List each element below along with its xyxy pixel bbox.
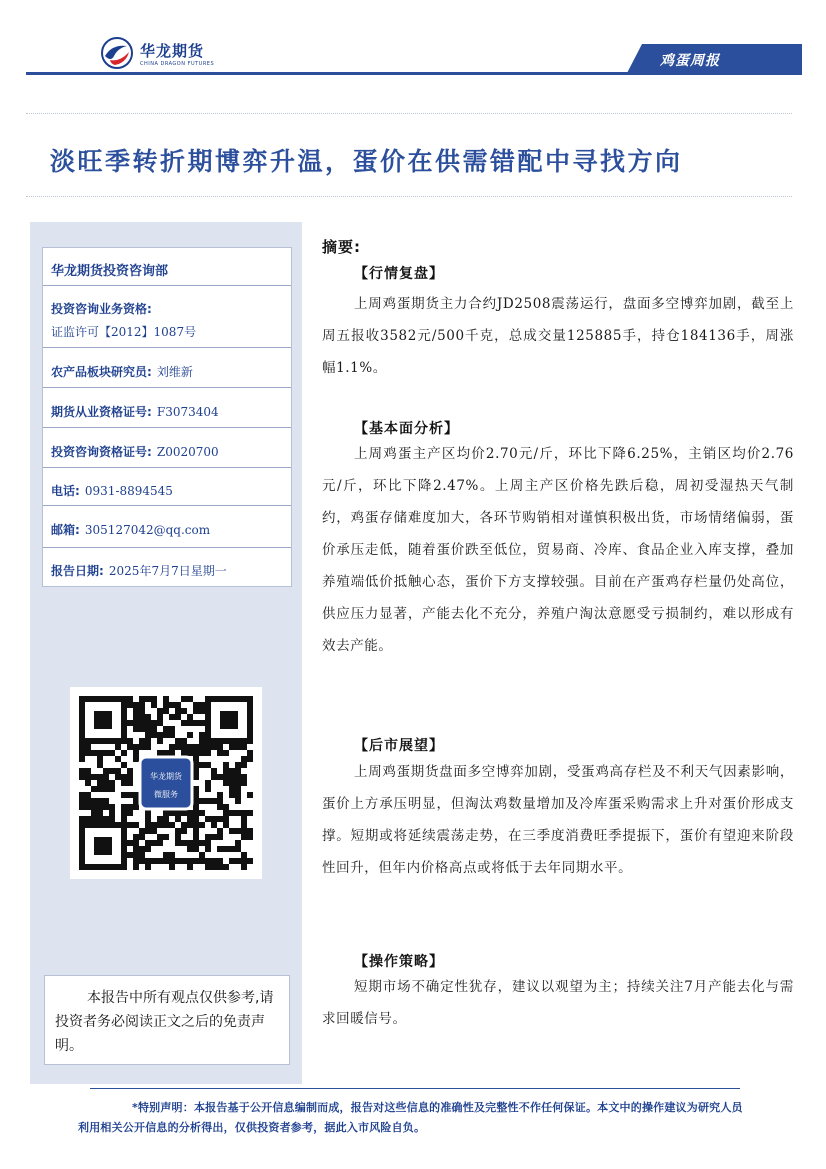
contact-info-box <box>42 247 292 587</box>
title-bottom-divider <box>26 196 792 197</box>
futures-cert-value: F3073404 <box>156 405 219 419</box>
phone-value: 0931-8894545 <box>84 484 173 498</box>
section-heading-strategy: 【操作策略】 <box>354 954 444 970</box>
department-name: 华龙期货投资咨询部 <box>51 264 169 279</box>
info-row-email <box>43 506 291 548</box>
title-top-divider <box>26 113 792 114</box>
footer-rule <box>90 1088 740 1089</box>
report-date-key: 报告日期: <box>51 564 104 578</box>
info-row-advisory-cert <box>43 428 291 468</box>
info-row-report-date <box>43 548 291 586</box>
qr-badge-service: 微服务 <box>154 790 178 799</box>
logo-english-name: CHINA DRAGON FUTURES <box>140 61 215 67</box>
info-row-phone <box>43 468 291 506</box>
advisory-cert-value: Z0020700 <box>156 445 219 459</box>
info-row-researcher <box>43 348 291 388</box>
section-text-market-review: 上周鸡蛋期货主力合约JD2508震荡运行，盘面多空博弈加剧，截至上周五报收3582元/500千克，总成交量125885手，持仓184136手，周涨幅1.1%。 <box>322 296 794 376</box>
futures-cert-key: 期货从业资格证号: <box>51 405 152 419</box>
license-key: 投资咨询业务资格: <box>51 302 152 316</box>
researcher-key: 农产品板块研究员: <box>51 365 152 379</box>
email-value: 305127042@qq.com <box>84 523 211 537</box>
footer-statement: *特别声明：本报告基于公开信息编制而成，报告对这些信息的准确性及完整性不作任何保证。本文中的操作建议为研究人员利用相关公开信息的分析得出，仅供投资者参考，据此入市风险自负。 <box>78 1101 743 1134</box>
section-text-outlook: 上周鸡蛋期货盘面多空博弈加剧，受蛋鸡高存栏及不利天气因素影响，蛋价上方承压明显，但淘汰鸡数量增加及冷库蛋采购需求上升对蛋价形成支撑。短期或将延续震荡走势，在三季度消费旺季提振下，蛋价有望迎来阶段性回升，但年内价格高点或将低于去年同期水平。 <box>322 764 794 876</box>
info-row-license <box>43 286 291 348</box>
section-heading-fundamentals: 【基本面分析】 <box>354 421 459 437</box>
email-key: 邮箱: <box>51 523 80 537</box>
advisory-cert-key: 投资咨询资格证号: <box>51 445 152 459</box>
page-title: 淡旺季转折期博弈升温，蛋价在供需错配中寻找方向 <box>50 147 683 176</box>
qr-code-icon <box>70 687 262 879</box>
logo-chinese-name: 华龙期货 <box>140 42 205 60</box>
dragon-logo-icon <box>100 36 134 70</box>
section-heading-outlook: 【后市展望】 <box>354 738 444 754</box>
section-heading-market-review: 【行情复盘】 <box>354 266 444 282</box>
company-logo <box>100 34 240 74</box>
researcher-value: 刘维新 <box>156 365 193 379</box>
abstract-label: 摘要: <box>322 238 361 256</box>
wechat-qr-code <box>70 687 262 879</box>
report-type-label: 鸡蛋周报 <box>660 53 720 69</box>
section-text-strategy: 短期市场不确定性犹存，建议以观望为主；持续关注7月产能去化与需求回暖信号。 <box>322 979 794 1027</box>
department-row <box>43 248 291 286</box>
license-value: 证监许可【2012】1087号 <box>51 325 197 339</box>
sidebar-disclaimer: 本报告中所有观点仅供参考,请投资者务必阅读正文之后的免责声明。 <box>44 975 290 1065</box>
report-date-value: 2025年7月7日星期一 <box>108 564 227 578</box>
section-text-fundamentals: 上周鸡蛋主产区均价2.70元/斤，环比下降6.25%，主销区均价2.76元/斤，环比下降2.47%。上周主产区价格先跌后稳，周初受湿热天气制约，鸡蛋存储难度加大，各环节购销相对谨慎积极出货，市场情绪偏弱，蛋价承压走低，随着蛋价跌至低位，贸易商、冷库、食品企业入库支撑，叠加养殖端低价抵触心态，蛋价下方支撑较强。目前在产蛋鸡存栏量仍处高位，供应压力显著，产能去化不充分，养殖户淘汰意愿受亏损制约，难以形成有效去产能。 <box>322 446 794 654</box>
qr-badge-brand: 华龙期货 <box>150 772 182 781</box>
phone-key: 电话: <box>51 484 80 498</box>
info-row-futures-cert <box>43 388 291 428</box>
